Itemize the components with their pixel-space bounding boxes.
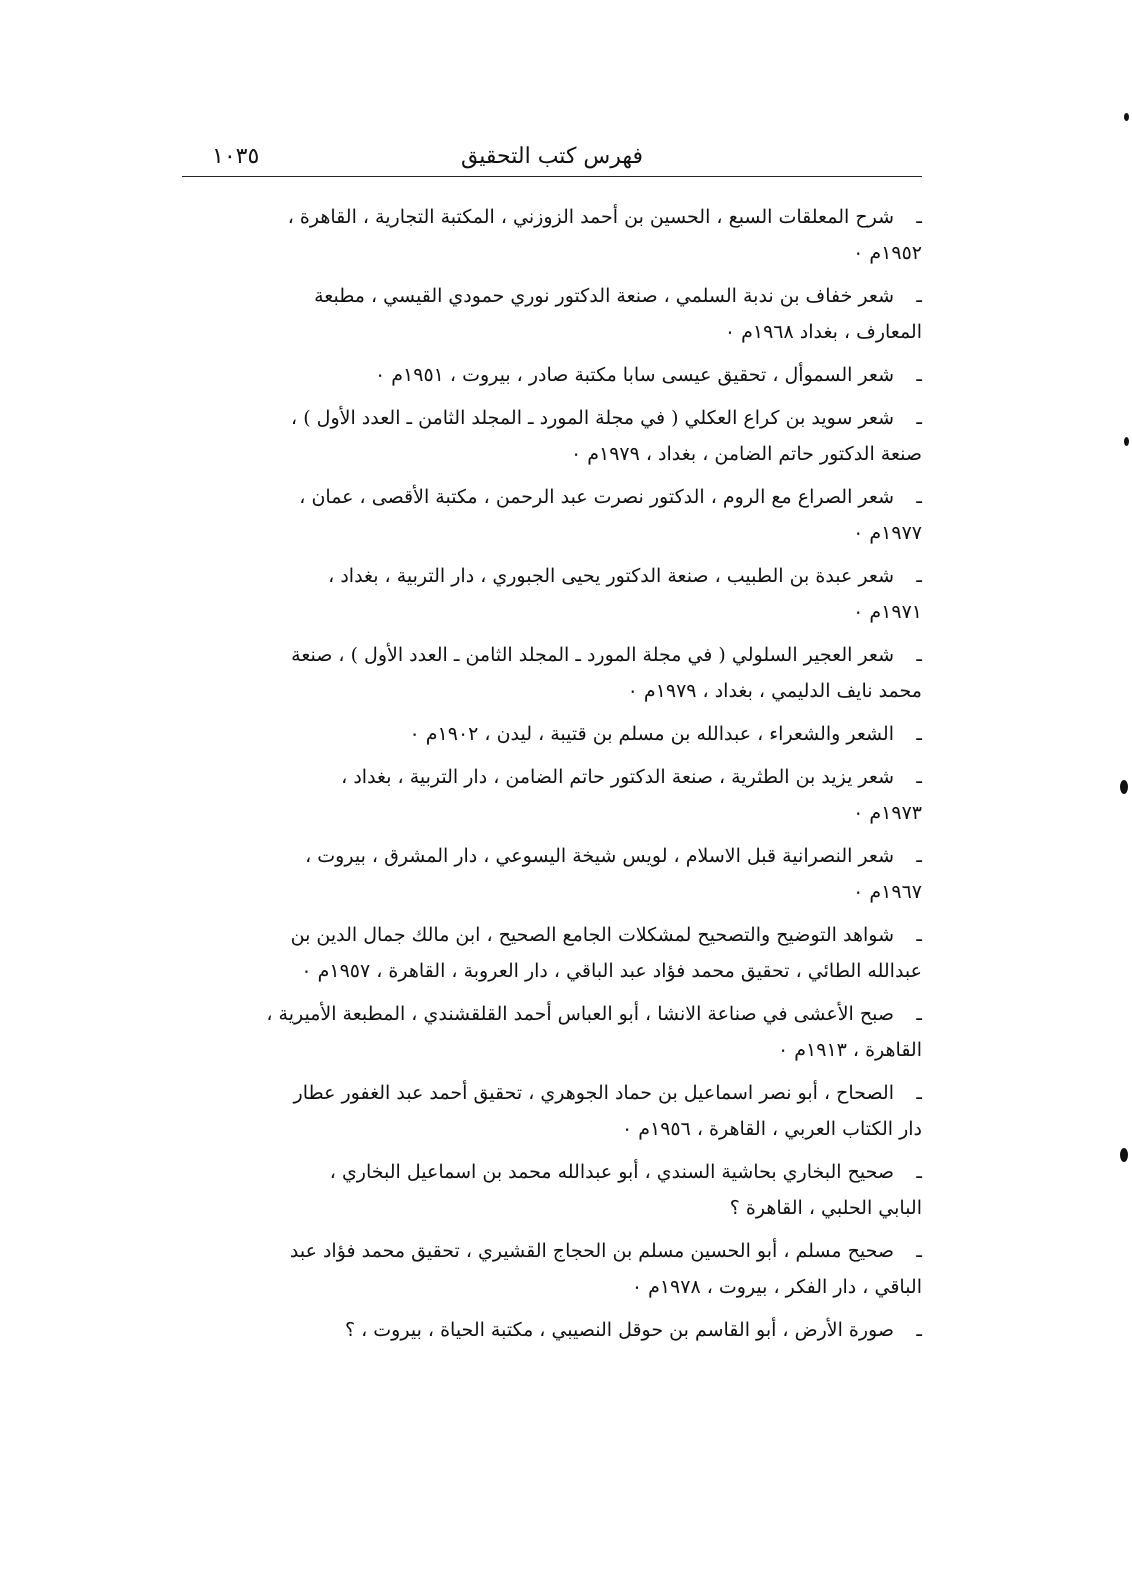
- entry-line-2: ١٩٧٧م ٠: [853, 522, 922, 544]
- bibliography-entry: [182, 558, 922, 630]
- entry-dash: ـ: [916, 1319, 922, 1341]
- page-header: [182, 140, 922, 177]
- entry-line-2: صنعة الدكتور حاتم الضامن ، بغداد ، ١٩٧٩م ٠: [570, 443, 922, 465]
- page-number: ١٠٣٥: [212, 144, 260, 169]
- entry-dash: ـ: [916, 1082, 922, 1104]
- scan-speck: [1124, 437, 1129, 446]
- entry-dash: ـ: [916, 407, 922, 429]
- entry-dash: ـ: [916, 1161, 922, 1183]
- entry-dash: ـ: [916, 1003, 922, 1025]
- running-title: فهرس كتب التحقيق: [460, 144, 644, 169]
- entry-dash: ـ: [916, 1240, 922, 1262]
- bibliography-entry: [182, 1075, 922, 1147]
- entry-line-1: صحيح البخاري بحاشية السندي ، أبو عبدالله محمد بن اسماعيل البخاري ،: [329, 1161, 894, 1183]
- scan-speck: [1120, 1148, 1128, 1162]
- entry-line-2: ١٩٥٢م ٠: [853, 242, 922, 264]
- entry-dash: ـ: [916, 364, 922, 386]
- scan-speck: [1120, 780, 1128, 794]
- entry-line-2: المعارف ، بغداد ١٩٦٨م ٠: [724, 321, 922, 343]
- entry-line-2: دار الكتاب العربي ، القاهرة ، ١٩٥٦م ٠: [621, 1118, 922, 1140]
- entry-dash: ـ: [916, 845, 922, 867]
- entry-dash: ـ: [916, 206, 922, 228]
- bibliography-entry: [182, 479, 922, 551]
- entry-line-1: شعر الصراع مع الروم ، الدكتور نصرت عبد الرحمن ، مكتبة الأقصى ، عمان ،: [299, 486, 894, 508]
- entry-line-1: شعر خفاف بن ندبة السلمي ، صنعة الدكتور نوري حمودي القيسي ، مطبعة: [314, 285, 894, 307]
- entry-dash: ـ: [916, 565, 922, 587]
- entry-line-2: ١٩٧٣م ٠: [853, 802, 922, 824]
- entry-line-1: شواهد التوضيح والتصحيح لمشكلات الجامع الصحيح ، ابن مالك جمال الدين بن: [290, 924, 894, 946]
- entry-line-2: ١٩٧١م ٠: [853, 601, 922, 623]
- bibliography-entry: [182, 1233, 922, 1305]
- entry-line-1: صحيح مسلم ، أبو الحسين مسلم بن الحجاج القشيري ، تحقيق محمد فؤاد عبد: [289, 1240, 894, 1262]
- entry-line-1: الشعر والشعراء ، عبدالله بن مسلم بن قتيبة ، ليدن ، ١٩٠٢م ٠: [409, 723, 894, 745]
- scan-speck: [1124, 113, 1129, 121]
- entry-line-2: ١٩٦٧م ٠: [853, 881, 922, 903]
- entry-line-2: الباقي ، دار الفكر ، بيروت ، ١٩٧٨م ٠: [631, 1276, 922, 1298]
- entry-dash: ـ: [916, 285, 922, 307]
- bibliography-entry: [182, 759, 922, 831]
- bibliography-entry: [182, 199, 922, 271]
- bibliography-entry: [182, 838, 922, 910]
- entry-line-2: القاهرة ، ١٩١٣م ٠: [778, 1039, 922, 1061]
- bibliography-entry: [182, 357, 922, 393]
- entry-line-1: صورة الأرض ، أبو القاسم بن حوقل النصيبي ، مكتبة الحياة ، بيروت ، ؟: [345, 1319, 894, 1341]
- entry-line-2: عبدالله الطائي ، تحقيق محمد فؤاد عبد الباقي ، دار العروبة ، القاهرة ، ١٩٥٧م ٠: [301, 960, 922, 982]
- bibliography-list: [182, 199, 922, 1348]
- entry-line-1: الصحاح ، أبو نصر اسماعيل بن حماد الجوهري ، تحقيق أحمد عبد الغفور عطار: [293, 1082, 894, 1104]
- entry-line-1: شعر العجير السلولي ( في مجلة المورد ـ المجلد الثامن ـ العدد الأول ) ، صنعة: [291, 644, 894, 666]
- bibliography-entry: [182, 716, 922, 752]
- entry-dash: ـ: [916, 644, 922, 666]
- bibliography-entry: [182, 1312, 922, 1348]
- bibliography-entry: [182, 637, 922, 709]
- bibliography-entry: [182, 917, 922, 989]
- entry-dash: ـ: [916, 486, 922, 508]
- entry-dash: ـ: [916, 723, 922, 745]
- entry-line-2: البابي الحلبي ، القاهرة ؟: [729, 1197, 922, 1219]
- entry-line-1: شرح المعلقات السبع ، الحسين بن أحمد الزوزني ، المكتبة التجارية ، القاهرة ،: [287, 206, 894, 228]
- entry-dash: ـ: [916, 766, 922, 788]
- entry-line-1: شعر سويد بن كراع العكلي ( في مجلة المورد ـ المجلد الثامن ـ العدد الأول ) ،: [291, 407, 894, 429]
- bibliography-entry: [182, 278, 922, 350]
- entry-line-2: محمد نايف الدليمي ، بغداد ، ١٩٧٩م ٠: [627, 680, 922, 702]
- document-page: [182, 140, 922, 1355]
- entry-line-1: صبح الأعشى في صناعة الانشا ، أبو العباس أحمد القلقشندي ، المطبعة الأميرية ،: [266, 1003, 894, 1025]
- entry-dash: ـ: [916, 924, 922, 946]
- bibliography-entry: [182, 1154, 922, 1226]
- entry-line-1: شعر السموأل ، تحقيق عيسى سابا مكتبة صادر ، بيروت ، ١٩٥١م ٠: [375, 364, 894, 386]
- entry-line-1: شعر يزيد بن الطثرية ، صنعة الدكتور حاتم الضامن ، دار التربية ، بغداد ،: [341, 766, 894, 788]
- entry-line-1: شعر عبدة بن الطبيب ، صنعة الدكتور يحيى الجبوري ، دار التربية ، بغداد ،: [328, 565, 894, 587]
- bibliography-entry: [182, 996, 922, 1068]
- bibliography-entry: [182, 400, 922, 472]
- entry-line-1: شعر النصرانية قبل الاسلام ، لويس شيخة اليسوعي ، دار المشرق ، بيروت ،: [305, 845, 894, 867]
